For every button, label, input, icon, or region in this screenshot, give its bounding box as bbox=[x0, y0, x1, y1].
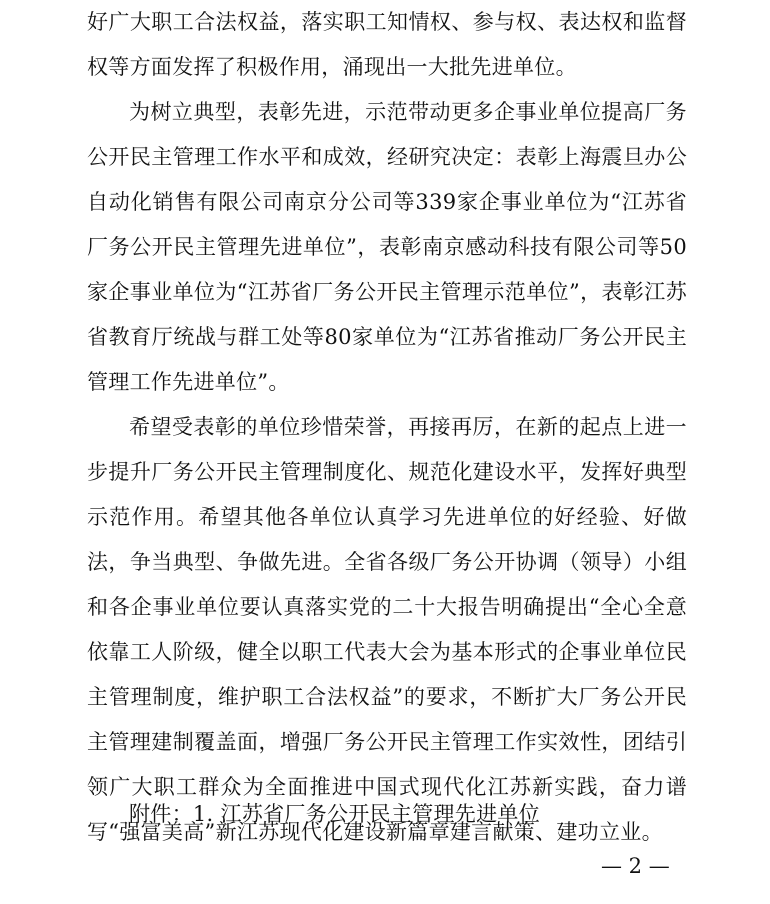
page-number: — 2 — bbox=[601, 854, 670, 878]
paragraph-continuation: 好广大职工合法权益，落实职工知情权、参与权、表达权和监督权等方面发挥了积极作用，涌现出一大批先进单位。 bbox=[87, 10, 687, 79]
paragraph-commendation-decision: 为树立典型，表彰先进，示范带动更多企事业单位提高厂务公开民主管理工作水平和成效，经研究决定：表彰上海震旦办公自动化销售有限公司南京分公司等339家企事业单位为“江苏省厂务公开民主管理先进单位”，表彰南京感动科技有限公司等50家企事业单位为“江苏省厂务公开民主管理示范单位”，表彰江苏省教育厅统战与群工处等80家单位为“江苏省推动厂务公开民主管理工作先进单位”。 bbox=[87, 100, 687, 394]
paragraph-expectations: 希望受表彰的单位珍惜荣誉，再接再厉，在新的起点上进一步提升厂务公开民主管理制度化、规范化建设水平，发挥好典型示范作用。希望其他各单位认真学习先进单位的好经验、好做法，争当典型、争做先进。全省各级厂务公开协调（领导）小组和各企事业单位要认真落实党的二十大报告明确提出“全心全意依靠工人阶级，健全以职工代表大会为基本形式的企事业单位民主管理制度，维护职工合法权益”的要求，不断扩大厂务公开民主管理建制覆盖面，增强厂务公开民主管理工作实效性，团结引领广大职工群众为全面推进中国式现代化江苏新实践，奋力谱写“强富美高”新江苏现代化建设新篇章建言献策、建功立业。 bbox=[87, 415, 687, 844]
attachment-line: 附件：1. 江苏省厂务公开民主管理先进单位 bbox=[129, 802, 541, 826]
document-body bbox=[87, 0, 687, 855]
